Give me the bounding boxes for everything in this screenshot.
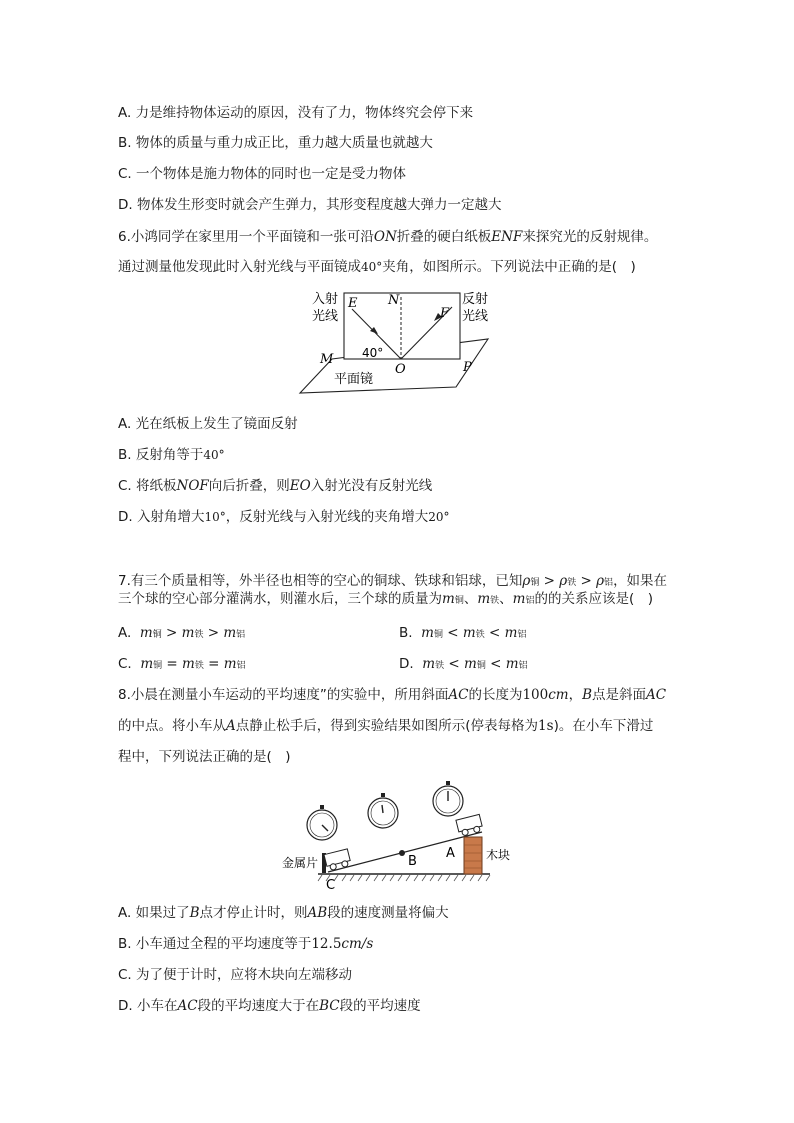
q7-option-d: D. m铁 < m铜 < m铝 <box>399 656 528 672</box>
label-e: E <box>348 296 358 311</box>
q6-stem-line1: 6.小鸿同学在家里用一个平面镜和一张可沿ON折叠的硬白纸板ENF来探究光的反射规律。 <box>118 229 658 245</box>
q5-option-a: A. 力是维持物体运动的原因，没有了力，物体终究会停下来 <box>118 105 474 121</box>
cart-at-a <box>456 814 483 836</box>
wood-block <box>464 837 482 874</box>
q5-option-c: C. 一个物体是施力物体的同时也一定是受力物体 <box>118 166 407 182</box>
label-wood: 木块 <box>486 848 511 862</box>
q6-option-d: D. 入射角增大10°，反射光线与入射光线的夹角增大20° <box>118 509 450 525</box>
stopwatch-a <box>433 781 463 816</box>
label-angle: 40° <box>362 346 384 360</box>
label-metal-plate: 金属片 <box>282 856 319 870</box>
q6-option-b: B. 反射角等于40° <box>118 447 225 463</box>
q5-option-b: B. 物体的质量与重力成正比，重力越大质量也就越大 <box>118 135 433 151</box>
label-reflected-1: 反射 <box>462 292 489 307</box>
q8-option-a: A. 如果过了B点才停止计时，则AB段的速度测量将偏大 <box>118 905 449 921</box>
q7-option-a: A. m铜 > m铁 > m铝 <box>118 625 246 641</box>
q6-figure <box>290 283 500 398</box>
stopwatch-b <box>368 793 398 828</box>
point-b <box>399 850 405 856</box>
label-a: A <box>446 846 455 861</box>
q8-stem-line1: 8.小晨在测量小车运动的平均速度”的实验中，所用斜面AC的长度为100cm，B点是斜面AC <box>118 687 667 703</box>
label-c: C <box>326 878 336 893</box>
label-f: F <box>440 306 450 321</box>
label-p: P <box>463 360 472 375</box>
label-b: B <box>408 854 417 869</box>
q8-figure <box>278 775 511 895</box>
q8-stem-line3: 程中，下列说法正确的是( ) <box>118 749 291 765</box>
q7-option-b: B. m铜 < m铁 < m铝 <box>399 625 527 641</box>
label-n: N <box>388 293 400 308</box>
q7-stem-line1: 7.有三个质量相等，外半径也相等的空心的铜球、铁球和铝球，已知ρ铜 > ρ铁 > ρ铝，如果在 <box>118 573 668 589</box>
q8-option-c: C. 为了便于计时，应将木块向左端移动 <box>118 967 353 983</box>
q8-option-b: B. 小车通过全程的平均速度等于12.5cm/s <box>118 936 374 952</box>
q6-option-a: A. 光在纸板上发生了镜面反射 <box>118 416 298 432</box>
label-reflected-2: 光线 <box>462 309 489 324</box>
q7-stem-line2: 三个球的空心部分灌满水，则灌水后，三个球的质量为m铜、m铁、m铝的的关系应该是( ) <box>118 591 654 607</box>
q6-stem-line2: 通过测量他发现此时入射光线与平面镜成40°夹角，如图所示。下列说法中正确的是( ) <box>118 259 636 275</box>
q6-option-c: C. 将纸板NOF向后折叠，则EO入射光没有反射光线 <box>118 478 433 494</box>
incline <box>328 832 482 872</box>
q5-option-d: D. 物体发生形变时就会产生弹力，其形变程度越大弹力一定越大 <box>118 197 502 213</box>
label-incident-2: 光线 <box>312 309 339 324</box>
label-o: O <box>395 362 406 377</box>
q8-stem-line2: 的中点。将小车从A点静止松手后，得到实验结果如图所示(停表每格为1s)。在小车下滑过 <box>118 718 654 734</box>
q7-option-c: C. m铜 = m铁 = m铝 <box>118 656 246 672</box>
label-m: M <box>320 352 334 367</box>
label-incident-1: 入射 <box>312 292 339 307</box>
label-mirror: 平面镜 <box>334 372 374 387</box>
q8-option-d: D. 小车在AC段的平均速度大于在BC段的平均速度 <box>118 998 421 1014</box>
stopwatch-c <box>307 805 337 840</box>
cart-at-c <box>324 849 351 871</box>
